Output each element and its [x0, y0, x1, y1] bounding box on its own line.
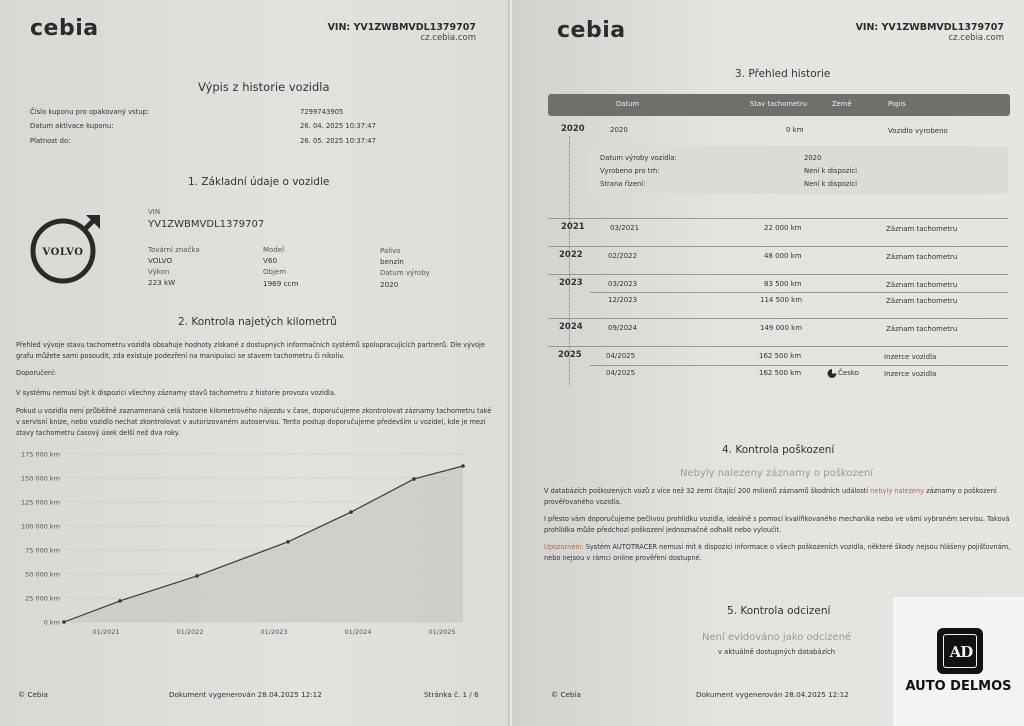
czech-flag-icon: [827, 369, 837, 378]
damage-text-2: I přesto vám doporučujeme pečlivou prohlídku vozidla, ideálně s pomocí kvalifikovaného mechanika nebo ve vámi vybraném servisu. Taková prohlídka může předchozí poškození jednoznačně odhalit nebo vyloučit.: [544, 515, 1010, 534]
y-tick-label: 125 000 km: [20, 498, 60, 507]
column-country: Země: [832, 100, 852, 108]
warning-label: Upozornění:: [544, 543, 584, 551]
volvo-logo-icon: [28, 212, 102, 286]
section3-title: 3. Přehled historie: [735, 68, 831, 80]
vin-value: YV1ZWBMVDL1379707: [148, 219, 265, 230]
table-row-km: 162 500 km: [759, 369, 802, 377]
year-2021: 2021: [561, 222, 585, 232]
data-point: [349, 510, 353, 514]
table-row-date: 04/2025: [606, 352, 636, 360]
power-label: Výkon: [148, 268, 170, 276]
vin-label: VIN: [148, 208, 161, 216]
x-tick-label: 01/2021: [92, 628, 120, 636]
table-row-desc: Záznam tachometru: [886, 253, 958, 261]
detail-production-date-label: Datum výroby vozidla:: [600, 154, 677, 162]
coupon-validity-value: 26. 05. 2025 10:37:47: [300, 137, 376, 145]
row-separator: [548, 346, 1008, 347]
section1-title: 1. Základní údaje o vozidle: [188, 176, 330, 188]
recommendation-text-1: V systému nemusí být k dispozici všechny záznamy stavů tachometru z historie provozu vozidla.: [16, 389, 337, 397]
section4-title: 4. Kontrola poškození: [722, 444, 835, 456]
table-row-date: 12/2023: [608, 296, 638, 304]
volvo-logo-text: VOLVO: [42, 247, 84, 258]
data-point: [461, 464, 465, 468]
column-description: Popis: [888, 100, 906, 108]
cebia-logo: cebia: [30, 16, 99, 41]
table-row-desc: Záznam tachometru: [886, 297, 958, 305]
row-separator: [548, 274, 1008, 275]
table-row-desc: Záznam tachometru: [886, 325, 958, 333]
row-separator: [590, 292, 1008, 293]
data-point: [118, 599, 122, 603]
damage-text-3: Upozornění: Systém AUTOTRACER nemusí mít k dispozici informace o všech poškozeních vozidla, některé škody nejsou hlášeny pojišťovnám, nebo nejsou v rámci online prověření dostupné.: [544, 543, 1011, 562]
recommendation-label: Doporučení:: [16, 369, 57, 377]
make-label: Tovární značka: [148, 246, 200, 254]
detail-market-label: Vyrobeno pro trh:: [600, 167, 660, 175]
table-row-km: 162 500 km: [759, 352, 802, 360]
power-value: 223 kW: [148, 278, 176, 287]
year-label: Datum výroby: [380, 269, 430, 277]
footer-copyright-right: © Cebia: [551, 690, 581, 699]
coupon-activation-label: Datum aktivace kuponu:: [30, 122, 114, 130]
mileage-intro-text: Přehled vývoje stavu tachometru vozidla obsahuje hodnoty získané z dostupných informačních systémů spolupracujících partnerů. Dle vývoje grafu můžete sami posoudit, zda existuje podezření na manipulaci se stavem tachometru či nikoliv.: [16, 341, 485, 360]
vin-header-right: VIN: YV1ZWBMVDL1379707: [855, 22, 1004, 33]
row-separator: [548, 318, 1008, 319]
row-separator: [548, 246, 1008, 247]
fuel-value: benzín: [380, 257, 404, 266]
table-row-desc: Inzerce vozidla: [884, 353, 937, 361]
history-timeline: [569, 136, 570, 386]
table-row-date: 09/2024: [608, 324, 638, 332]
table-row-desc: Inzerce vozidla: [884, 370, 937, 378]
data-point: [286, 540, 290, 544]
row-separator: [548, 218, 1008, 219]
y-tick-label: 50 000 km: [25, 570, 60, 579]
table-row-desc: Záznam tachometru: [886, 281, 958, 289]
year-2025: 2025: [558, 350, 582, 360]
column-odometer: Stav tachometru: [750, 100, 807, 108]
footer-generated-right: Dokument vygenerován 28.04.2025 12:12: [696, 690, 849, 699]
table-row-date: 02/2022: [608, 252, 638, 260]
data-point: [195, 574, 199, 578]
not-stolen-subtext: v aktuálně dostupných databázích: [718, 648, 836, 656]
detail-market-value: Není k dispozici: [804, 167, 858, 175]
footer-copyright: © Cebia: [18, 690, 48, 699]
footer-generated: Dokument vygenerován 28.04.2025 12:12: [169, 690, 322, 699]
y-tick-label: 0 km: [43, 618, 60, 627]
cebia-logo-right: cebia: [557, 18, 626, 43]
report-title: Výpis z historie vozidla: [198, 80, 330, 94]
recommendation-text-2: Pokud u vozidla není průběžně zaznamenaná celá historie kilometrového nájezdu v čase, doporučujeme zkontrolovat záznamy tachometru také v servisní knize, nebo vozidlo nechat zkontrolovat v autorizovaném autoservisu. Tento postup doporučujeme především u vozidel, kde je mezi stavy tachometru časový úsek delší než dva roky.: [16, 407, 492, 437]
website-link[interactable]: cz.cebia.com: [420, 33, 476, 43]
x-tick-label: 01/2025: [428, 628, 456, 636]
data-point: [62, 620, 66, 624]
data-point: [412, 477, 416, 481]
detail-steering-value: Není k dispozici: [804, 180, 858, 188]
table-row-date: 04/2025: [606, 369, 636, 377]
auto-delmos-logo-text: AD: [949, 643, 973, 661]
detail-production-date-value: 2020: [804, 154, 822, 162]
damage-text-1: V databázích poškozených vozů z více než 32 zemí čítající 200 milionů záznamů škodních událostí nebyly nalezeny záznamy o poškození prověřovaného vozidla.: [544, 487, 997, 506]
row-separator: [590, 365, 1008, 366]
fuel-label: Palivo: [380, 247, 401, 255]
table-row-km: 48 000 km: [764, 252, 802, 260]
table-row-desc: Vozidlo vyrobeno: [888, 127, 948, 135]
y-tick-label: 75 000 km: [25, 546, 60, 555]
model-value: V60: [263, 256, 278, 265]
table-row-date: 2020: [610, 126, 628, 134]
history-table-header: [548, 94, 1010, 116]
coupon-number-value: 7299743905: [300, 108, 344, 116]
table-row-date: 03/2021: [610, 224, 640, 232]
auto-delmos-logo-icon: [937, 628, 983, 674]
report-page-left: [0, 0, 510, 726]
table-row-km: 83 500 km: [764, 280, 802, 288]
column-date: Datum: [616, 100, 639, 108]
no-damage-heading: Nebyly nalezeny záznamy o poškození: [680, 468, 873, 479]
volume-value: 1969 ccm: [263, 279, 299, 288]
vin-header: VIN: YV1ZWBMVDL1379707: [327, 22, 476, 33]
table-row-country: Česko: [838, 369, 859, 377]
table-row-desc: Záznam tachometru: [886, 225, 958, 233]
table-row-km: 114 500 km: [760, 296, 803, 304]
year-2020: 2020: [561, 124, 585, 134]
year-value: 2020: [380, 280, 399, 289]
coupon-validity-label: Platnost do:: [30, 137, 71, 145]
section2-title: 2. Kontrola najetých kilometrů: [178, 316, 337, 328]
year-2022: 2022: [559, 250, 583, 260]
section5-title: 5. Kontrola odcizení: [727, 605, 831, 617]
table-row-km: 149 000 km: [760, 324, 803, 332]
table-row-date: 03/2023: [608, 280, 638, 288]
not-stolen-heading: Není evidováno jako odcizené: [702, 632, 852, 643]
y-tick-label: 100 000 km: [20, 522, 60, 531]
y-tick-label: 150 000 km: [20, 474, 60, 483]
x-tick-label: 01/2022: [176, 628, 204, 636]
table-row-km: 0 km: [786, 126, 804, 134]
website-link-right[interactable]: cz.cebia.com: [948, 33, 1004, 43]
dealer-name: AUTO DELMOS: [905, 679, 1012, 694]
coupon-activation-value: 26. 04. 2025 10:37:47: [300, 122, 376, 130]
x-tick-label: 01/2024: [344, 628, 372, 636]
mileage-area: [64, 466, 463, 622]
mileage-chart: [0, 444, 500, 640]
footer-page-number: Stránka č. 1 / 6: [424, 690, 479, 699]
coupon-number-label: Číslo kuponu pro opakovaný vstup:: [30, 108, 150, 116]
highlight-not-found: nebyly nalezeny: [870, 487, 925, 495]
y-tick-label: 25 000 km: [25, 594, 60, 603]
table-row-km: 22 000 km: [764, 224, 802, 232]
volume-label: Objem: [263, 268, 287, 276]
detail-steering-label: Strana řízení:: [600, 180, 646, 188]
x-tick-label: 01/2023: [260, 628, 288, 636]
make-value: VOLVO: [148, 256, 173, 265]
model-label: Model: [263, 246, 285, 254]
y-tick-label: 175 000 km: [20, 450, 60, 459]
year-2024: 2024: [559, 322, 583, 332]
year-2023: 2023: [559, 278, 583, 288]
